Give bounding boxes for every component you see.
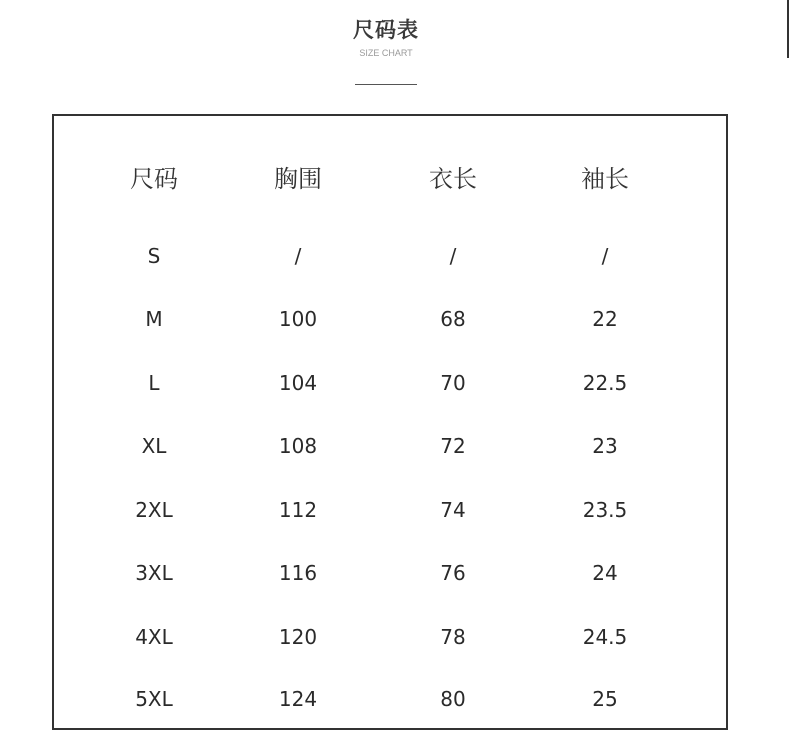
- table-cell-chest: 112: [278, 498, 318, 522]
- table-cell-length: 76: [440, 561, 466, 585]
- column-header-chest: 胸围: [274, 165, 322, 193]
- table-cell-size: 4XL: [135, 625, 173, 649]
- page-title: 尺码表: [353, 18, 419, 42]
- title-divider: [355, 84, 417, 85]
- size-chart-header: [0, 16, 772, 60]
- table-cell-size: L: [148, 371, 160, 395]
- page-edge-line: [787, 0, 789, 58]
- table-cell-chest: 124: [278, 687, 318, 711]
- table-cell-chest: 120: [278, 625, 318, 649]
- table-cell-sleeve: 23.5: [582, 498, 628, 522]
- table-cell-length: 80: [440, 687, 466, 711]
- table-cell-sleeve: 22.5: [582, 371, 628, 395]
- table-cell-length: /: [449, 244, 457, 268]
- table-cell-size: M: [145, 307, 163, 331]
- table-cell-length: 78: [440, 625, 466, 649]
- table-cell-size: S: [147, 244, 161, 268]
- table-cell-size: 3XL: [135, 561, 173, 585]
- table-cell-length: 74: [440, 498, 466, 522]
- table-cell-sleeve: 23: [592, 434, 618, 458]
- table-cell-size: XL: [141, 434, 167, 458]
- table-cell-chest: 108: [278, 434, 318, 458]
- table-cell-size: 5XL: [135, 687, 173, 711]
- table-cell-size: 2XL: [135, 498, 173, 522]
- table-cell-chest: 116: [278, 561, 318, 585]
- table-cell-sleeve: /: [601, 244, 609, 268]
- table-cell-sleeve: 22: [592, 307, 618, 331]
- column-header-sleeve: 袖长: [581, 165, 629, 193]
- table-cell-length: 72: [440, 434, 466, 458]
- size-table: [52, 114, 728, 730]
- table-cell-length: 68: [440, 307, 466, 331]
- page-subtitle: SIZE CHART: [359, 48, 413, 58]
- table-cell-sleeve: 25: [592, 687, 618, 711]
- table-cell-chest: 104: [278, 371, 318, 395]
- table-cell-chest: /: [294, 244, 302, 268]
- column-header-size: 尺码: [130, 165, 178, 193]
- table-cell-length: 70: [440, 371, 466, 395]
- table-cell-chest: 100: [278, 307, 318, 331]
- table-cell-sleeve: 24.5: [582, 625, 628, 649]
- table-cell-sleeve: 24: [592, 561, 618, 585]
- column-header-length: 衣长: [429, 165, 477, 193]
